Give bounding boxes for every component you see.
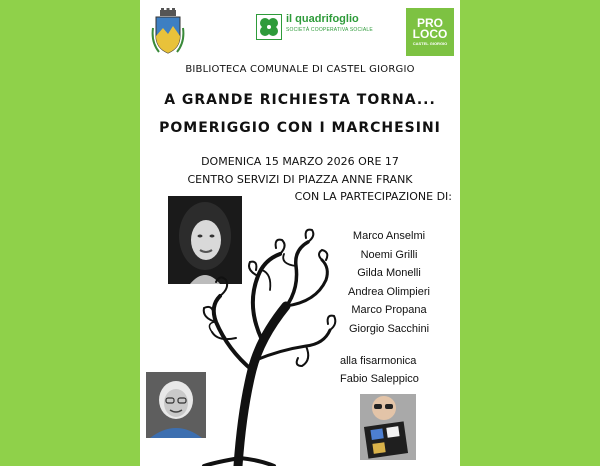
- cooperative-name: il quadrifoglio: [286, 13, 359, 25]
- event-venue: CENTRO SERVIZI DI PIAZZA ANNE FRANK: [187, 173, 413, 186]
- participant-name: Marco Anselmi: [352, 230, 426, 242]
- participant-name: Gilda Monelli: [357, 267, 421, 279]
- headline-line-1: A GRANDE RICHIESTA TORNA...: [164, 92, 436, 108]
- portrait-photo-accordion-player: [360, 394, 416, 460]
- event-poster: [140, 0, 460, 466]
- proloco-small-text: CASTEL GIORGIO: [412, 41, 448, 46]
- proloco-bottom-text: LOCO: [412, 27, 448, 42]
- participant-name: Noemi Grilli: [360, 248, 418, 261]
- participants-list: [324, 227, 454, 338]
- municipal-crest-icon: [151, 8, 185, 58]
- headline-line-2: POMERIGGIO CON I MARCHESINI: [159, 120, 441, 136]
- accordion-credit: [340, 352, 460, 388]
- library-name: BIBLIOTECA COMUNALE DI CASTEL GIORGIO: [185, 64, 415, 75]
- four-leaf-clover-icon: [256, 14, 282, 40]
- cooperative-subtitle: SOCIETÀ COOPERATIVA SOCIALE: [286, 27, 373, 33]
- participant-name: Marco Propana: [351, 304, 427, 316]
- participant-name: Giorgio Sacchini: [348, 322, 430, 335]
- accordion-player-name: Fabio Saleppico: [340, 373, 419, 385]
- event-date-time: DOMENICA 15 MARZO 2026 ORE 17: [201, 155, 399, 168]
- proloco-logo: [406, 8, 454, 56]
- accordion-label: alla fisarmonica: [340, 355, 417, 367]
- cooperative-logo: [256, 14, 373, 40]
- participation-heading: CON LA PARTECIPAZIONE DI:: [294, 190, 452, 203]
- proloco-top-text: PRO: [416, 16, 443, 31]
- participant-name: Andrea Olimpieri: [348, 285, 430, 298]
- portrait-photo-elderly-woman: [146, 372, 206, 438]
